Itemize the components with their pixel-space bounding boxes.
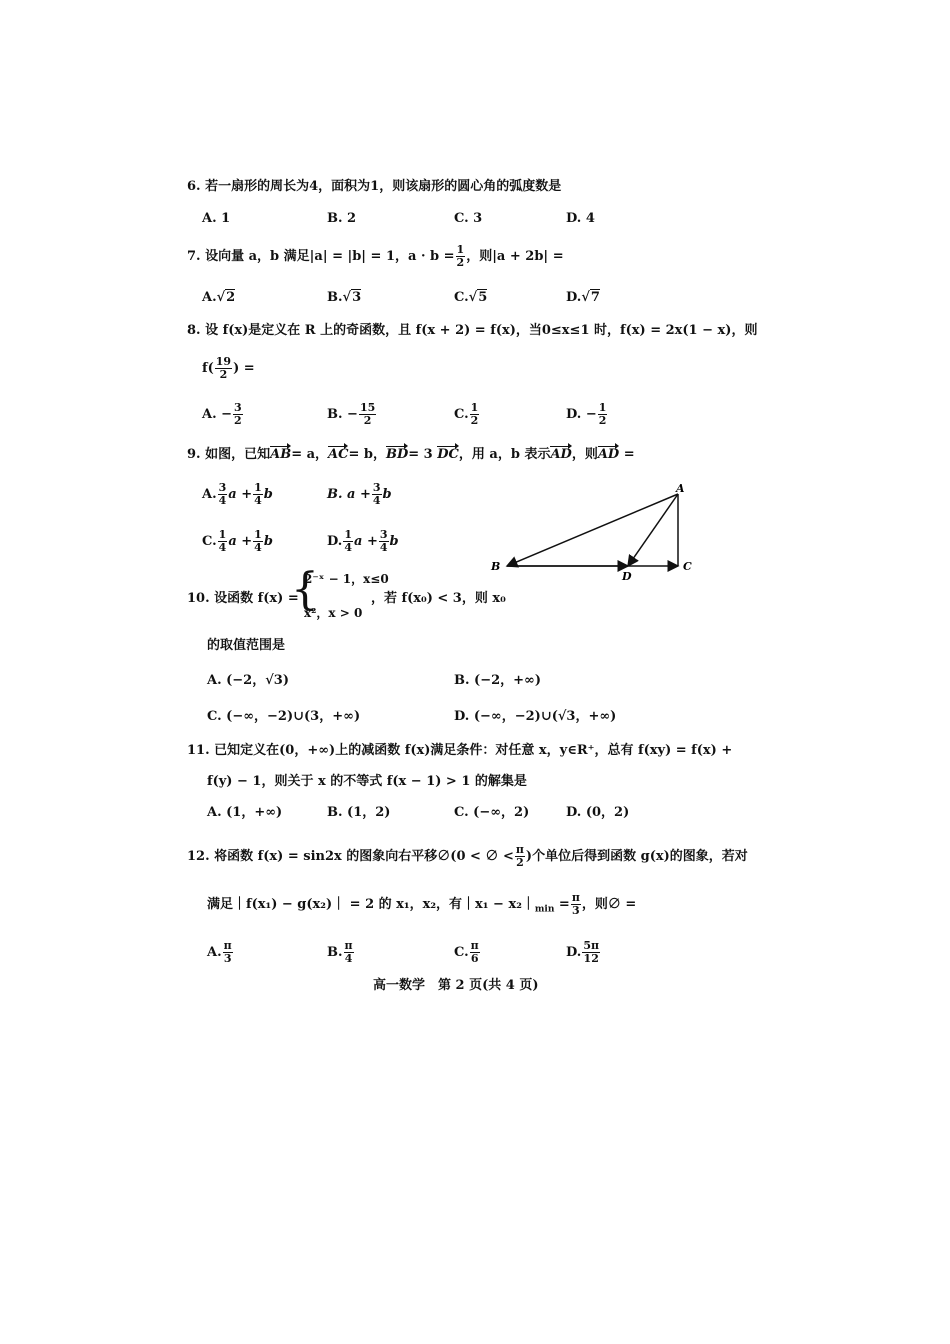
q11-line2: f(y) − 1，则关于 x 的不等式 f(x − 1) > 1 的解集是 bbox=[207, 774, 527, 789]
q7-option-a: A.√2 bbox=[202, 290, 236, 305]
q10-option-c: C. (−∞，−2)∪(3，+∞) bbox=[207, 709, 361, 724]
point-b-label: B bbox=[491, 560, 501, 573]
q11-option-c: C. (−∞，2) bbox=[454, 805, 530, 820]
q6-option-a: A. 1 bbox=[202, 211, 231, 226]
q6-option-d: D. 4 bbox=[566, 211, 595, 226]
point-d-label: D bbox=[622, 570, 632, 582]
q12-line2: 满足｜f(x₁) − g(x₂)｜ = 2 的 x₁，x₂，有｜x₁ − $x_2|_{min}$ = $\frac{\pi}{3}$ ，则∅ = bbox=[207, 891, 637, 917]
q10-stem-post: ，若 f(x₀) < 3，则 x₀ bbox=[371, 591, 506, 606]
q8-stem: 8. 设 f(x)是定义在 R 上的奇函数，且 f(x + 2) = f(x)，当0≤x≤1 时，f(x) = 2x(1 − x)，则 bbox=[187, 323, 758, 338]
q11-option-b: B. (1，2) bbox=[327, 805, 391, 820]
q10-option-d: D. (−∞，−2)∪(√3，+∞) bbox=[454, 709, 617, 724]
q10-stem-pre: 10. 设函数 f(x) = bbox=[187, 591, 299, 606]
q12-line1: 12. 将函数 f(x) = sin2x 的图象向右平移∅(0 < ∅ < $\frac{\pi}{2}$ )个单位后得到函数 g(x)的图象，若对 bbox=[187, 843, 748, 869]
q9-option-d: D. $\frac{1}{4}$ a + $\frac{3}{4}$ b bbox=[327, 528, 399, 554]
q10-case2: x²，x > 0 bbox=[304, 606, 363, 620]
q9-option-b: B. a + $\frac{3}{4}$ b bbox=[327, 481, 392, 507]
q7-stem: 7. 设向量 a，b 满足|a| = |b| = 1，a · b = $\frac{1}{2}$ ，则|a + 2b| = bbox=[187, 243, 564, 269]
piecewise-brace: { bbox=[291, 564, 319, 615]
q8-line2: f( $\frac{19}{2}$ ) = bbox=[202, 355, 255, 381]
q9-option-c: C. $\frac{1}{4}$ a + $\frac{1}{4}$ b bbox=[202, 528, 273, 554]
q6-option-b: B. 2 bbox=[327, 211, 357, 226]
q6-stem: 6. 若一扇形的周长为4，面积为1，则该扇形的圆心角的弧度数是 bbox=[187, 179, 562, 194]
triangle-figure bbox=[485, 482, 705, 582]
q10-option-a: A. (−2，√3) bbox=[207, 673, 289, 688]
q8-option-c: C. $\frac{1}{2}$ bbox=[454, 401, 479, 427]
point-c-label: C bbox=[683, 560, 692, 573]
q11-option-a: A. (1，+∞) bbox=[207, 805, 283, 820]
q7-option-d: D.√7 bbox=[566, 290, 600, 305]
q10-line2: 的取值范围是 bbox=[207, 638, 286, 653]
q9-option-a: A. $\frac{3}{4}$ a + $\frac{1}{4}$ b bbox=[202, 481, 273, 507]
q7-option-b: B.√3 bbox=[327, 290, 362, 305]
q12-option-b: B. $\frac{\pi}{4}$ bbox=[327, 939, 353, 965]
q8-option-b: B. − $\frac{15}{2}$ bbox=[327, 401, 376, 427]
q12-option-d: D. $\frac{5\pi}{12}$ bbox=[566, 939, 600, 965]
q9-stem: 9. 如图，已知AB= a，AC= b，BD= 3 DC，用 a，b 表示AD，则AD = bbox=[187, 447, 635, 462]
q10-case1: 2⁻ˣ − 1，x≤0 bbox=[304, 572, 389, 586]
page-footer: 高一数学 第 2 页(共 4 页) bbox=[373, 978, 539, 993]
q8-option-d: D. − $\frac{1}{2}$ bbox=[566, 401, 607, 427]
q12-option-a: A. $\frac{\pi}{3}$ bbox=[207, 939, 232, 965]
q11-line1: 11. 已知定义在(0，+∞)上的减函数 f(x)满足条件：对任意 x，y∈R⁺，总有 f(xy) = f(x) + bbox=[187, 743, 733, 758]
q7-option-c: C.√5 bbox=[454, 290, 488, 305]
point-a-label: A bbox=[676, 482, 685, 495]
q12-option-c: C. $\frac{\pi}{6}$ bbox=[454, 939, 479, 965]
q6-option-c: C. 3 bbox=[454, 211, 483, 226]
q8-option-a: A. − $\frac{3}{2}$ bbox=[202, 401, 242, 427]
q11-option-d: D. (0，2) bbox=[566, 805, 630, 820]
q10-option-b: B. (−2，+∞) bbox=[454, 673, 542, 688]
